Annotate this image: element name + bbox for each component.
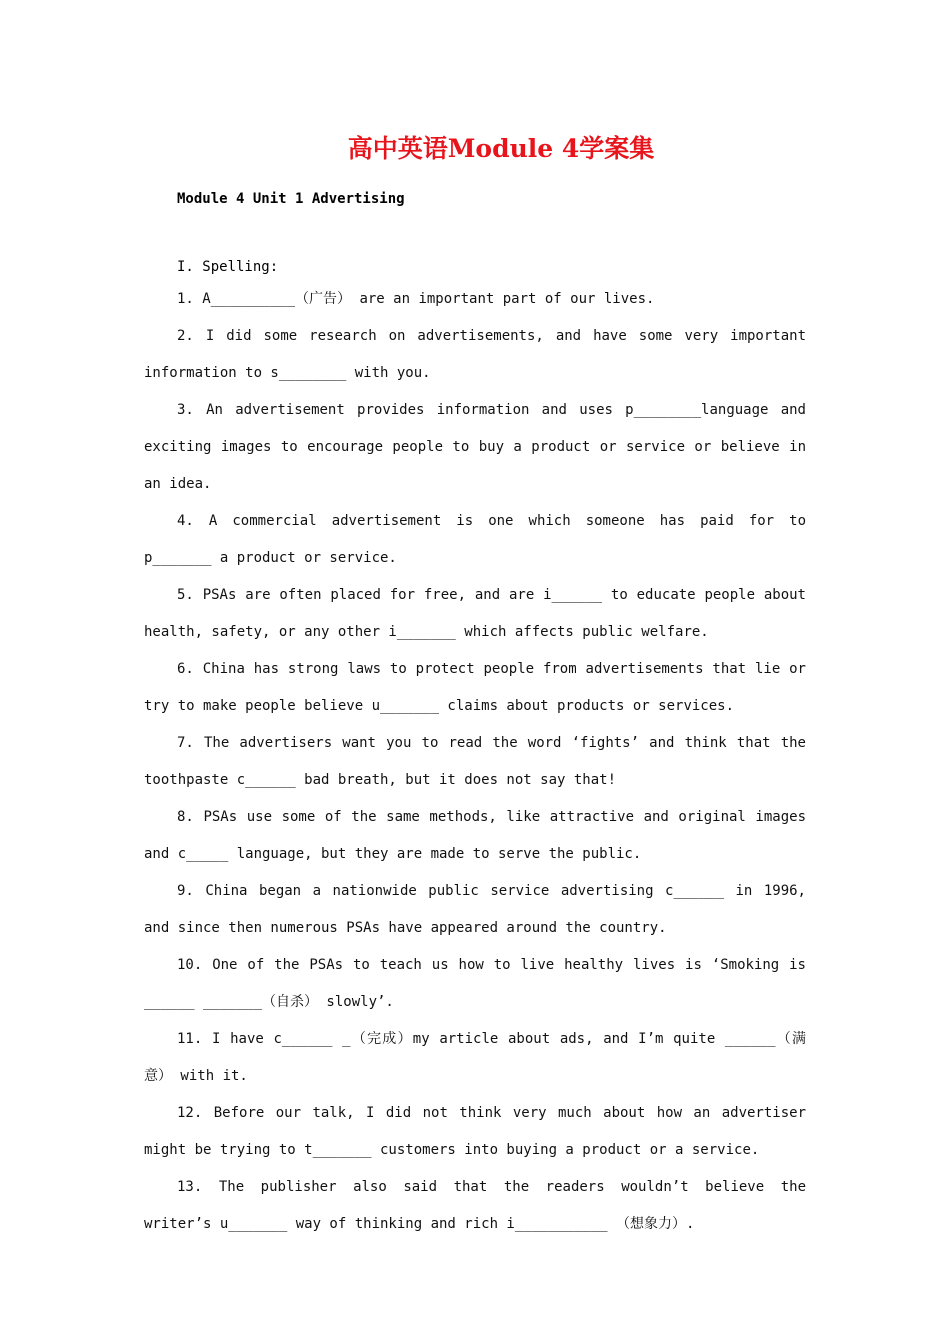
exercise-line: an idea. — [144, 476, 212, 492]
exercise-item-4 — [144, 510, 806, 584]
item-number: 10. — [177, 957, 203, 973]
exercise-line: toothpaste c______ bad breath, but it does not say that! — [144, 772, 617, 788]
exercise-item-3 — [144, 399, 806, 510]
exercise-line — [144, 288, 806, 325]
item-number: 12. — [177, 1105, 203, 1121]
exercise-line: health, safety, or any other i_______ which affects public welfare. — [144, 624, 709, 640]
exercise-item-2 — [144, 325, 806, 399]
item-text: China has strong laws to protect people from advertisements that lie or — [202, 661, 806, 677]
exercise-item-10 — [144, 954, 806, 1028]
item-text: A commercial advertisement is one which someone has paid for to — [208, 513, 806, 529]
exercise-list — [144, 288, 806, 1250]
item-number: 2. — [177, 328, 194, 344]
exercise-line — [144, 806, 806, 843]
exercise-line — [144, 399, 806, 436]
item-text: I have c______ _（完成）my article about ads, and I’m quite ______（满 — [211, 1031, 806, 1047]
page-title: 高中英语Module 4学案集 — [347, 134, 655, 163]
exercise-item-6 — [144, 658, 806, 732]
item-text: China began a nationwide public service advertising c______ in 1996, — [205, 883, 806, 899]
exercise-line — [144, 1028, 806, 1065]
exercise-item-11 — [144, 1028, 806, 1102]
exercise-line: try to make people believe u_______ claims about products or services. — [144, 698, 735, 714]
item-number: 11. — [177, 1031, 203, 1047]
exercise-item-9 — [144, 880, 806, 954]
item-text: The advertisers want you to read the word ‘fights’ and think that the — [204, 735, 806, 751]
exercise-line — [144, 732, 806, 769]
exercise-line: information to s________ with you. — [144, 365, 431, 381]
item-number: 4. — [177, 513, 194, 529]
item-text: PSAs use some of the same methods, like attractive and original images — [203, 809, 806, 825]
exercise-line: and c_____ language, but they are made to serve the public. — [144, 846, 642, 862]
exercise-line — [144, 1176, 806, 1213]
exercise-line: p_______ a product or service. — [144, 550, 397, 566]
item-number: 1. — [177, 291, 194, 307]
item-number: 6. — [177, 661, 194, 677]
exercise-item-13 — [144, 1176, 806, 1250]
exercise-line — [144, 1102, 806, 1139]
exercise-line — [144, 954, 806, 991]
exercise-line: exciting images to encourage people to buy a product or service or believe in — [144, 439, 806, 455]
exercise-item-1 — [144, 288, 806, 325]
exercise-line — [144, 880, 806, 917]
item-number: 8. — [177, 809, 194, 825]
section-heading: I. Spelling: — [177, 259, 279, 275]
exercise-line — [144, 658, 806, 695]
item-number: 7. — [177, 735, 194, 751]
item-text: PSAs are often placed for free, and are i______ to educate people about — [202, 587, 806, 603]
exercise-item-5 — [144, 584, 806, 658]
exercise-item-12 — [144, 1102, 806, 1176]
item-number: 9. — [177, 883, 194, 899]
item-number: 3. — [177, 402, 194, 418]
item-text: A__________（广告） are an important part of our lives. — [202, 291, 655, 307]
exercise-line: and since then numerous PSAs have appeared around the country. — [144, 920, 667, 936]
exercise-line: 意） with it. — [144, 1068, 248, 1084]
exercise-item-8 — [144, 806, 806, 880]
exercise-line — [144, 510, 806, 547]
item-text: I did some research on advertisements, and have some very important — [205, 328, 806, 344]
item-text: An advertisement provides information and uses p________language and — [206, 402, 806, 418]
unit-heading: Module 4 Unit 1 Advertising — [177, 191, 405, 207]
exercise-line: ______ _______（自杀） slowly’. — [144, 994, 394, 1010]
exercise-item-7 — [144, 732, 806, 806]
item-text: One of the PSAs to teach us how to live healthy lives is ‘Smoking is — [212, 957, 806, 973]
item-number: 13. — [177, 1179, 203, 1195]
item-text: Before our talk, I did not think very much about how an advertiser — [213, 1105, 806, 1121]
exercise-line: might be trying to t_______ customers into buying a product or a service. — [144, 1142, 760, 1158]
exercise-line — [144, 584, 806, 621]
item-number: 5. — [177, 587, 194, 603]
item-text: The publisher also said that the readers wouldn’t believe the — [218, 1179, 806, 1195]
exercise-line: writer’s u_______ way of thinking and rich i___________ （想象力）. — [144, 1216, 695, 1232]
exercise-line — [144, 325, 806, 362]
